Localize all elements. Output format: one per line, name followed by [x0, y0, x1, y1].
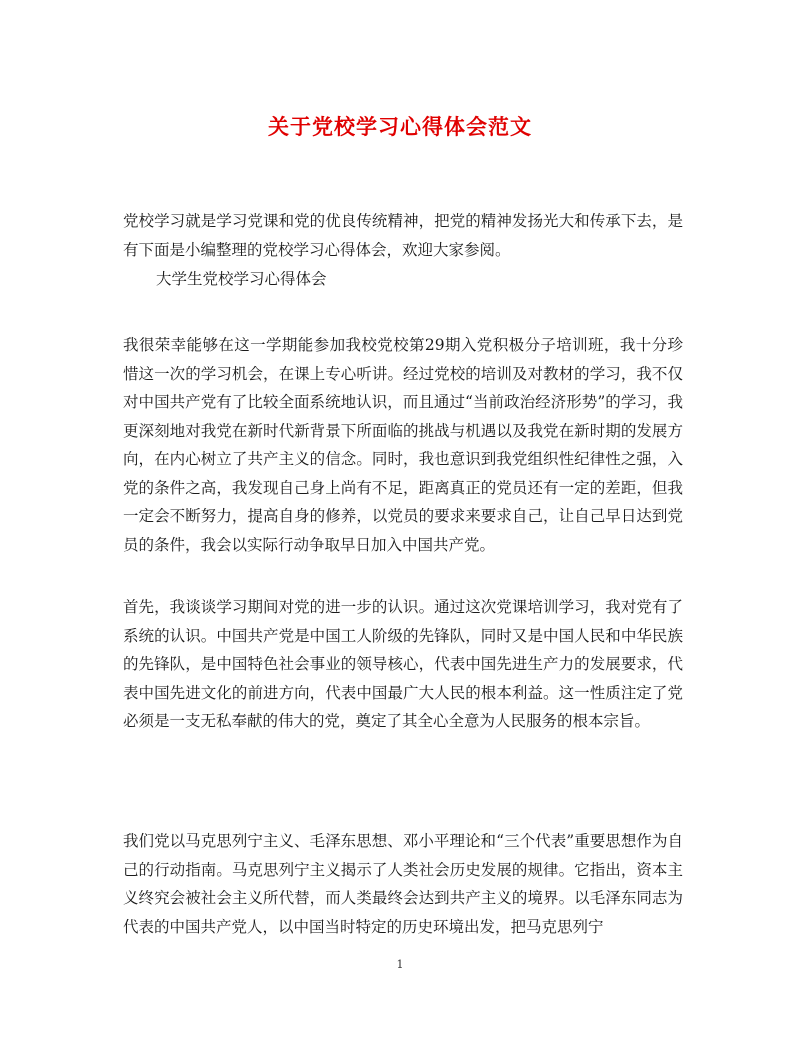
body-paragraph-3: 我们党以马克思列宁主义、毛泽东思想、邓小平理论和“三个代表”重要思想作为自己的行动指南。马克思列宁主义揭示了人类社会历史发展的规律。它指出，资本主义终究会被社会主义所代替，而人类最终会达到共产主义的境界。以毛泽东同志为代表的中国共产党人，以中国当时特定的历史环境出发，把马克思列宁	[123, 832, 683, 936]
intro-paragraph: 党校学习就是学习党课和党的优良传统精神，把党的精神发扬光大和传承下去，是有下面是小编整理的党校学习心得体会，欢迎大家参阅。	[123, 212, 683, 259]
body-paragraph-1: 我很荣幸能够在这一学期能参加我校党校第29期入党积极分子培训班，我十分珍惜这一次的学习机会，在课上专心听讲。经过党校的培训及对教材的学习，我不仅对中国共产党有了比较全面系统地认识，而且通过“当前政治经济形势”的学习，我更深刻地对我党在新时代新背景下所面临的挑战与机遇以及我党在新时期的发展方向，在内心树立了共产主义的信念。同时，我也意识到我党组织性纪律性之强，入党的条件之高，我发现自己身上尚有不足，距离真正的党员还有一定的差距，但我一定会不断努力，提高自身的修养，以党员的要求来要求自己，让自己早日达到党员的条件，我会以实际行动争取早日加入中国共产党。	[123, 336, 683, 554]
document-title: 关于党校学习心得体会范文	[268, 114, 532, 139]
body-paragraph-2: 首先，我谈谈学习期间对党的进一步的认识。通过这次党课培训学习，我对党有了系统的认识。中国共产党是中国工人阶级的先锋队，同时又是中国人民和中华民族的先锋队，是中国特色社会事业的领导核心，代表中国先进生产力的发展要求，代表中国先进文化的前进方向，代表中国最广大人民的根本利益。这一性质注定了党必须是一支无私奉献的伟大的党，奠定了其全心全意为人民服务的根本宗旨。	[123, 598, 683, 730]
section-subheading: 大学生党校学习心得体会	[156, 270, 327, 288]
page-number: 1	[396, 958, 404, 971]
